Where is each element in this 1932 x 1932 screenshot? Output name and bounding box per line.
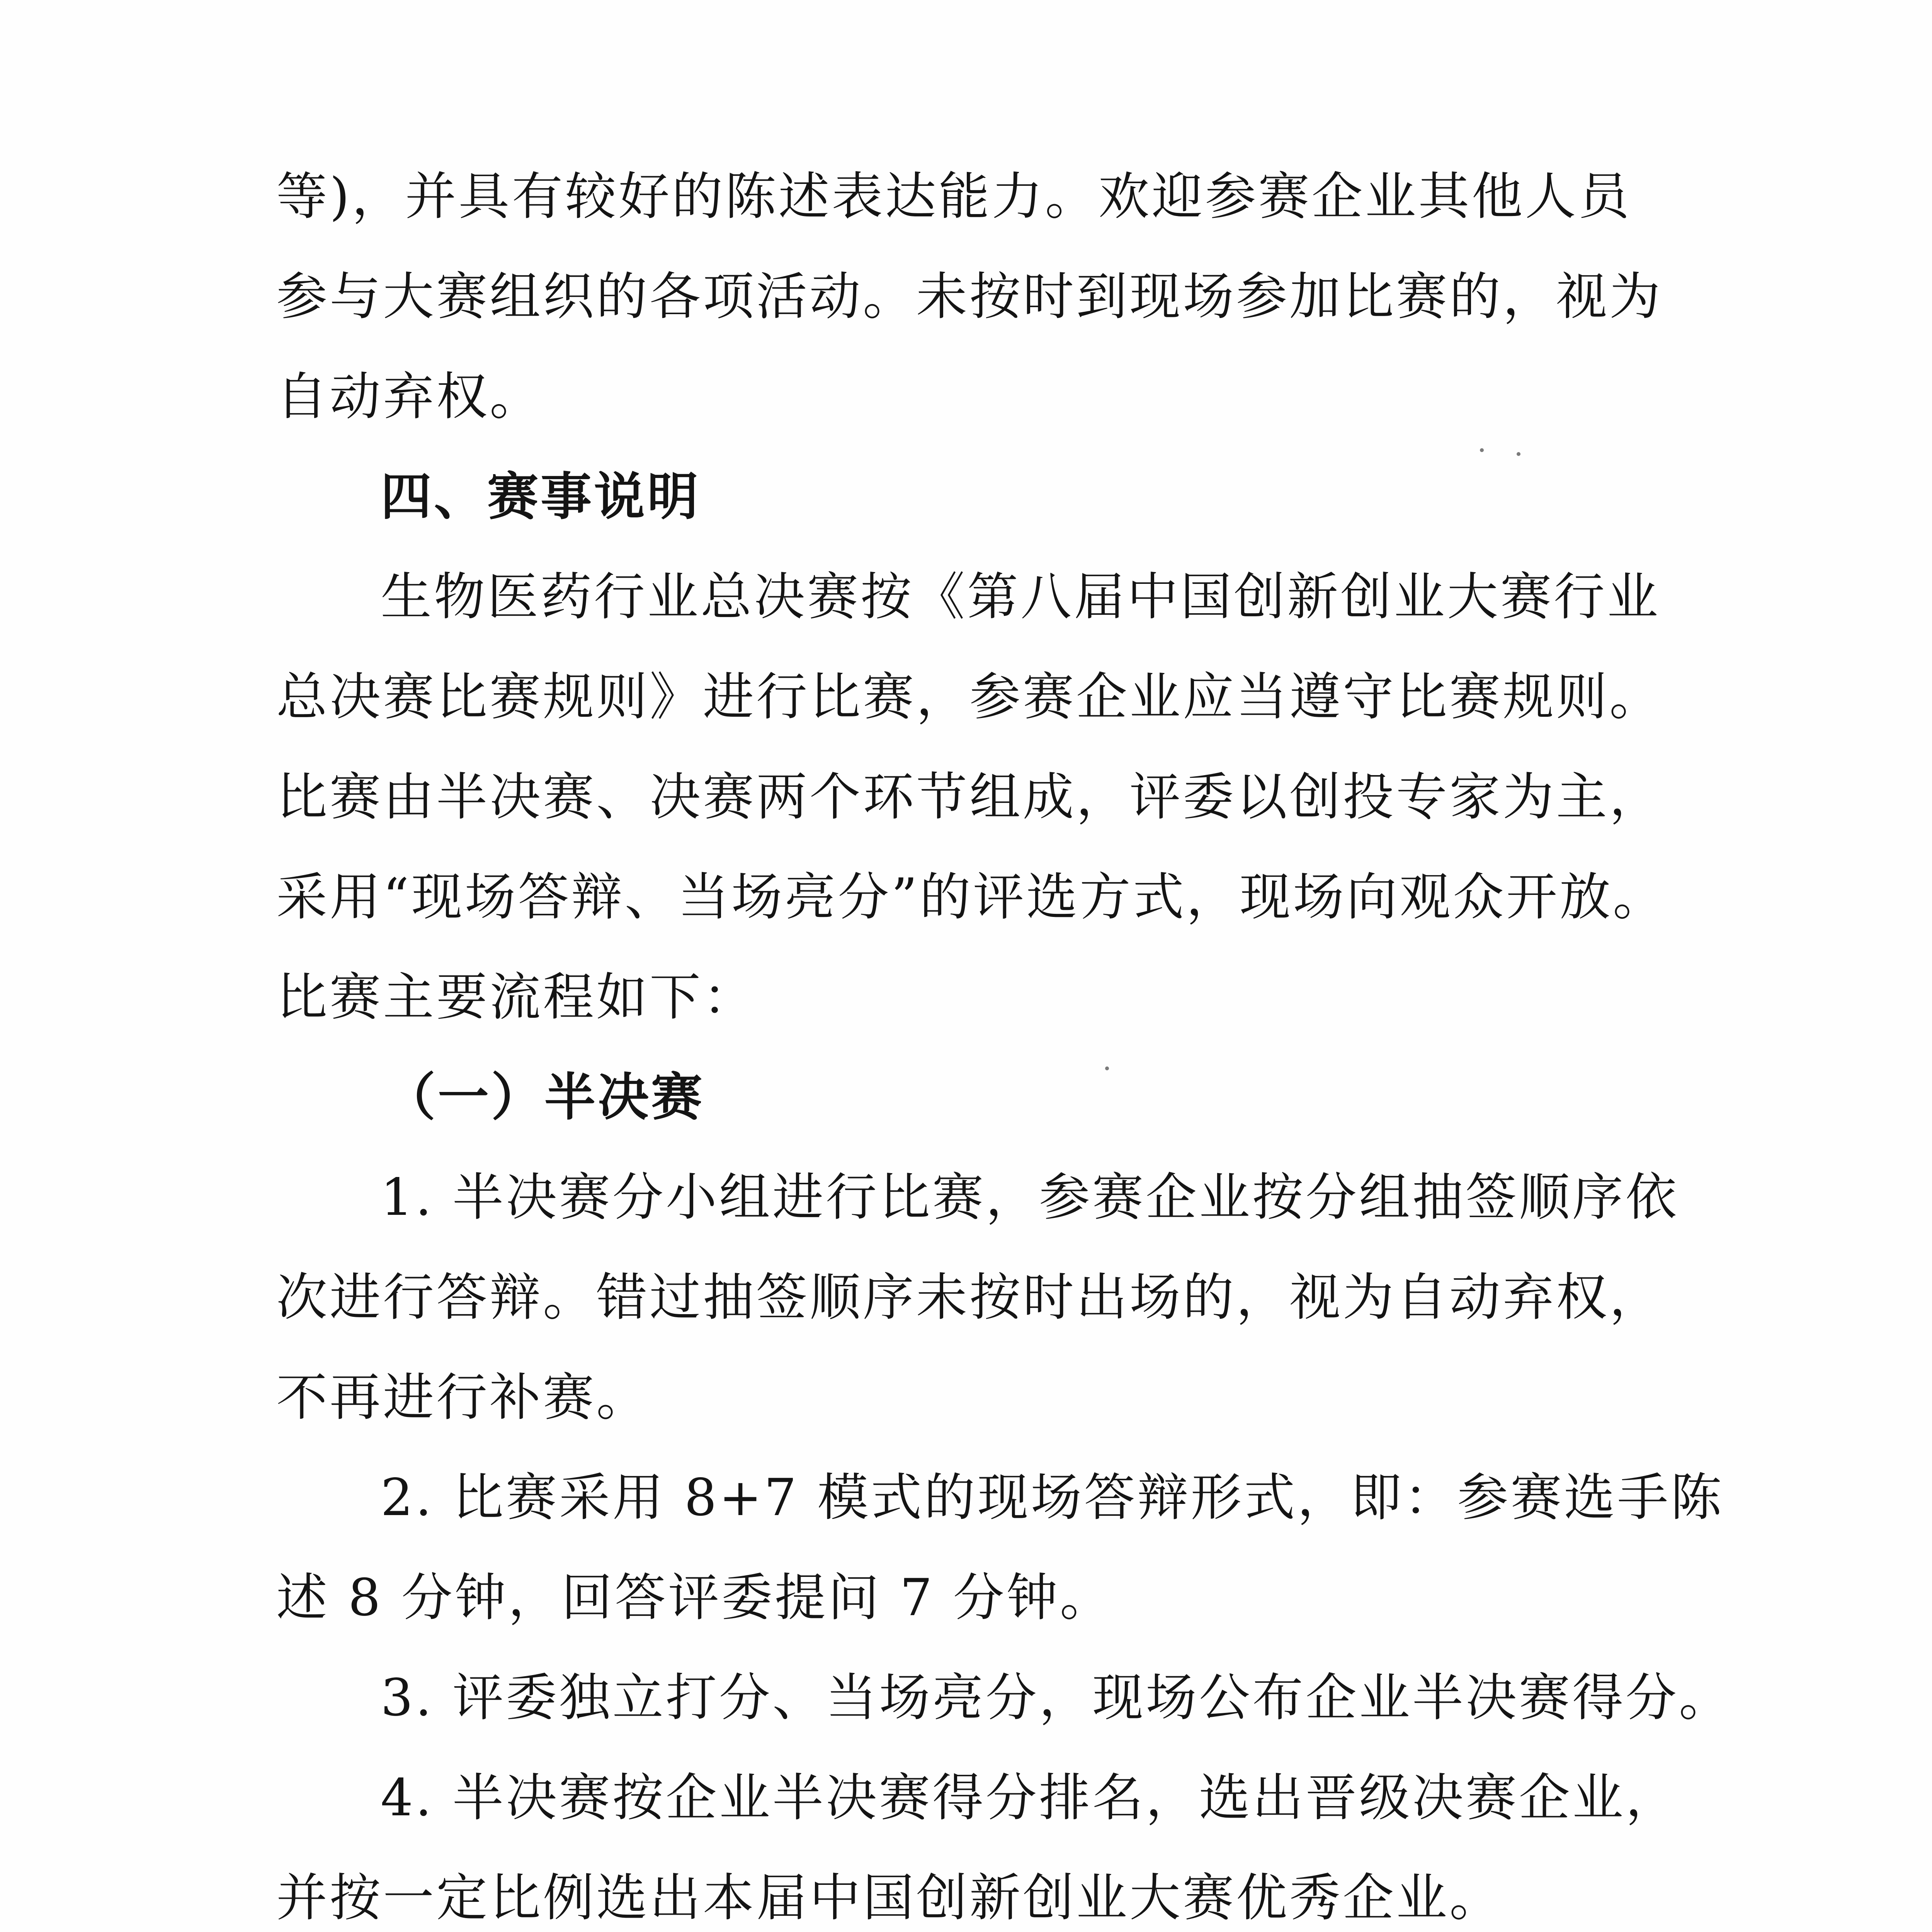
scan-speck xyxy=(1105,1066,1109,1070)
paragraph-line: 比赛由半决赛、决赛两个环节组成，评委以创投专家为主， xyxy=(276,767,1663,827)
semifinal-heading: （一）半决赛 xyxy=(384,1068,704,1127)
section-heading: 四、赛事说明 xyxy=(381,467,701,527)
paragraph-line: 生物医药行业总决赛按《第八届中国创新创业大赛行业 xyxy=(381,567,1660,627)
paragraph-line: 等)，并具有较好的陈述表达能力。欢迎参赛企业其他人员 xyxy=(276,167,1632,226)
paragraph-line: 自动弃权。 xyxy=(276,367,543,427)
paragraph-line: 采用“现场答辩、当场亮分”的评选方式，现场向观众开放。 xyxy=(276,867,1666,927)
list-item-line: 3. 评委独立打分、当场亮分，现场公布企业半决赛得分。 xyxy=(381,1668,1732,1728)
paragraph-line: 总决赛比赛规则》进行比赛，参赛企业应当遵守比赛规则。 xyxy=(276,667,1663,727)
list-item-line: 4. 半决赛按企业半决赛得分排名，选出晋级决赛企业， xyxy=(381,1768,1679,1828)
list-item-line: 次进行答辩。错过抽签顺序未按时出场的，视为自动弃权， xyxy=(276,1268,1663,1327)
paragraph-line: 比赛主要流程如下： xyxy=(276,968,756,1027)
list-item-line: 2. 比赛采用 8+7 模式的现场答辩形式，即：参赛选手陈 xyxy=(381,1468,1724,1527)
list-item-line: 并按一定比例选出本届中国创新创业大赛优秀企业。 xyxy=(276,1868,1503,1928)
list-item-line: 述 8 分钟，回答评委提问 7 分钟。 xyxy=(276,1568,1113,1628)
scan-speck xyxy=(1517,452,1520,456)
scan-speck xyxy=(1480,448,1484,452)
page-body xyxy=(276,147,1732,1932)
paragraph-line: 参与大赛组织的各项活动。未按时到现场参加比赛的，视为 xyxy=(276,267,1663,327)
list-item-line: 1. 半决赛分小组进行比赛，参赛企业按分组抽签顺序依 xyxy=(381,1168,1679,1227)
list-item-line: 不再进行补赛。 xyxy=(276,1368,650,1427)
